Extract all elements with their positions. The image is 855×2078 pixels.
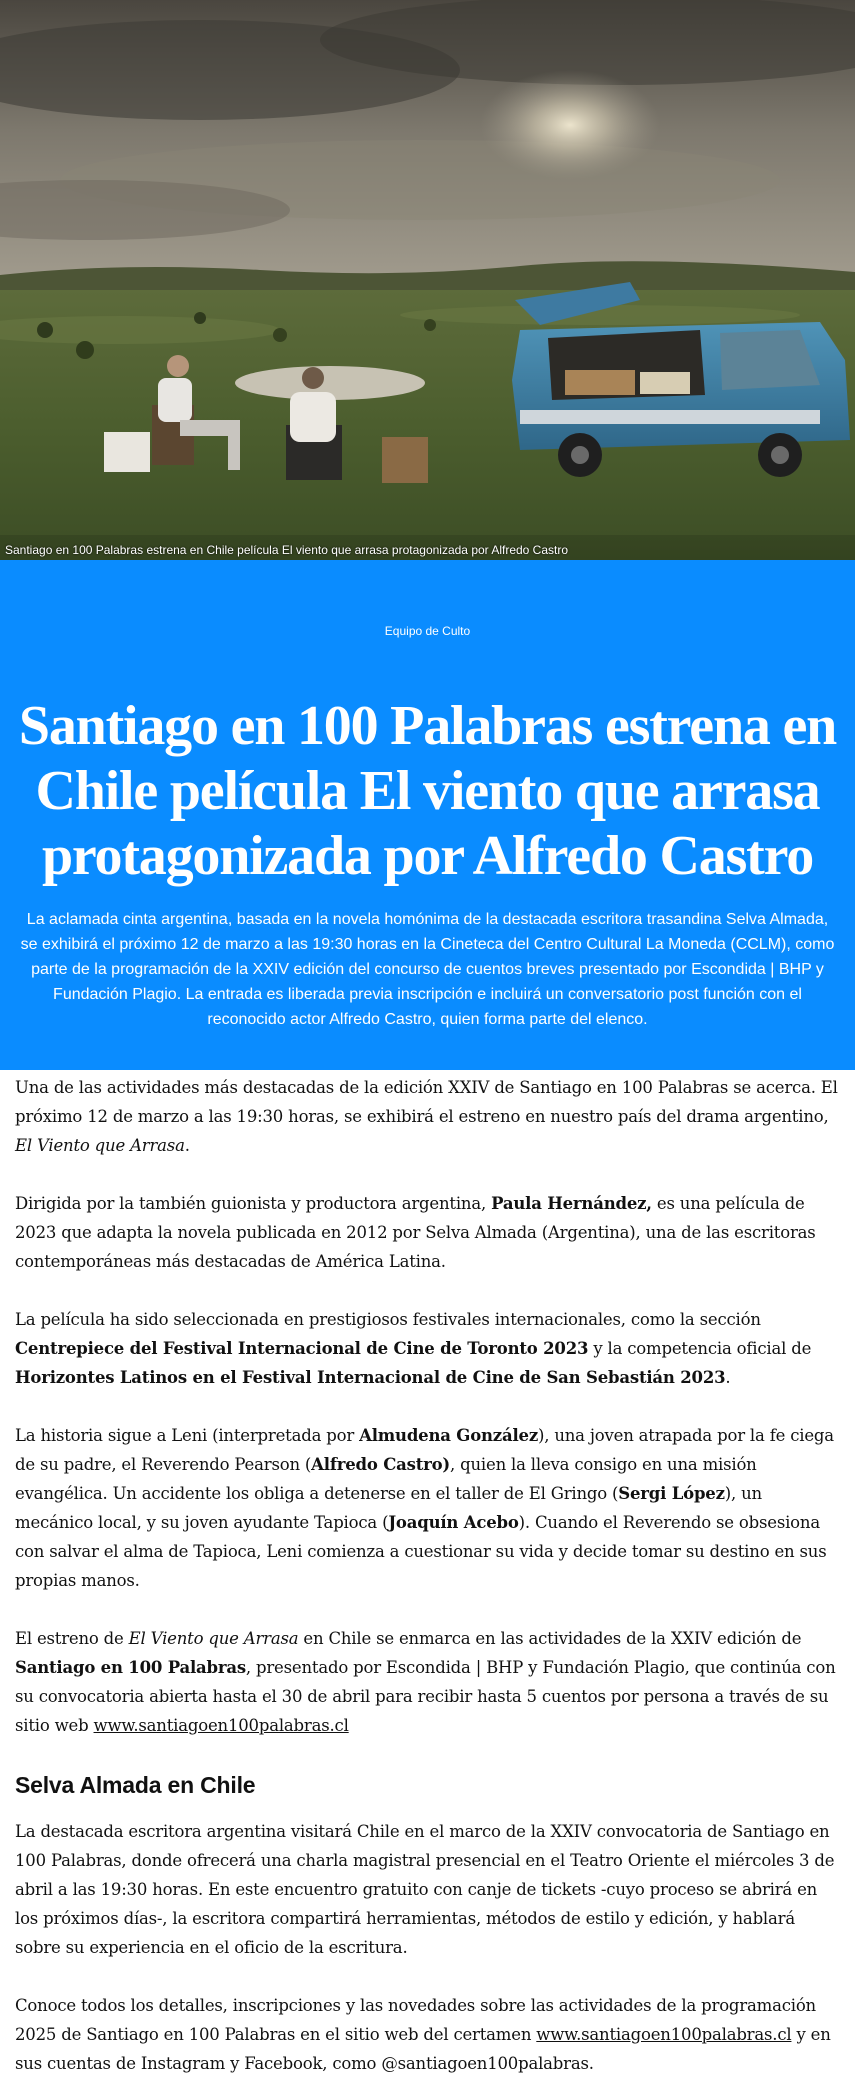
text: , quien la lleva consigo en una misión evangélica. Un accidente los obliga a detenerse en el taller de El Gringo ( <box>15 1455 757 1503</box>
text: ), una joven atrapada por la fe ciega de su padre, el Reverendo Pearson ( <box>15 1426 834 1474</box>
hero-photo <box>0 0 855 560</box>
hero-caption: Santiago en 100 Palabras estrena en Chile película El viento que arrasa protagonizada por Alfredo Castro <box>5 543 569 557</box>
section-heading: Selva Almada en Chile <box>15 1772 256 1798</box>
paragraph-festivals <box>15 1305 840 1392</box>
paragraph-intro <box>15 1073 840 1160</box>
article-header <box>0 560 855 1070</box>
article-subtitle: La aclamada cinta argentina, basada en la novela homónima de la destacada escritora trasandina Selva Almada, se exhibirá el próximo 12 de marzo a las 19:30 horas en la Cineteca del Centro Cultural La Moneda (CCLM), como parte de la programación de la XXIV edición del concurso de cuentos breves presentado por Escondida | BHP y Fundación Plagio. La entrada es liberada previa inscripción e incluirá un conversatorio post función con el reconocido actor Alfredo Castro, quien forma parte del elenco. <box>20 911 835 1028</box>
text: en Chile se enmarca en las actividades de la XXIV edición de <box>298 1629 802 1648</box>
hero-image <box>0 0 855 560</box>
text: Conoce todos los detalles, inscripciones y las novedades sobre las actividades de la programación 2025 de Santiago en 100 Palabras en el sitio web del certamen <box>15 1996 816 2044</box>
paragraph-director <box>15 1189 840 1276</box>
paragraph-selva-almada: La destacada escritora argentina visitará Chile en el marco de la XXIV convocatoria de Santiago en 100 Palabras, donde ofrecerá una charla magistral presencial en el Teatro Oriente el miércoles 3 de abril a las 19:30 horas. En este encuentro gratuito con canje de tickets -cuyo proceso se abrirá en los próximos días-, la escritora compartirá herramientas, métodos de estilo y edición, y hablará sobre su experiencia en el oficio de la escritura. <box>15 1822 835 1957</box>
text: y en sus cuentas de Instagram y Facebook, como @santiagoen100palabras. <box>15 2025 831 2073</box>
author-byline[interactable]: Equipo de Culto <box>384 624 471 638</box>
contest-name: Santiago en 100 Palabras <box>15 1658 246 1677</box>
festival-toronto: Centrepiece del Festival Internacional de Cine de Toronto 2023 <box>15 1339 589 1358</box>
actor-name: Almudena González <box>359 1426 538 1445</box>
text: . <box>725 1368 731 1387</box>
actor-name: Joaquín Acebo <box>388 1513 519 1532</box>
festival-san-sebastian: Horizontes Latinos en el Festival Internacional de Cine de San Sebastián 2023 <box>15 1368 726 1387</box>
actor-name: Alfredo Castro) <box>311 1455 451 1474</box>
article-title: Santiago en 100 Palabras estrena en Chile película El viento que arrasa protagonizada por Alfredo Castro <box>18 695 837 887</box>
paragraph-plot <box>15 1421 840 1595</box>
text: La película ha sido seleccionada en prestigiosos festivales internacionales, como la sección <box>15 1310 761 1329</box>
paragraph-details <box>15 1991 840 2078</box>
text: . <box>184 1136 190 1155</box>
paragraph-premiere <box>15 1624 840 1740</box>
text: , presentado por Escondida | BHP y Fundación Plagio, que continúa con su convocatoria abierta hasta el 30 de abril para recibir hasta 5 cuentos por persona a través de su sitio web <box>15 1658 836 1735</box>
article-body <box>0 1070 855 2078</box>
text: Una de las actividades más destacadas de la edición XXIV de Santiago en 100 Palabras se acerca. El próximo 12 de marzo a las 19:30 horas, se exhibirá el estreno en nuestro país del drama argentino, <box>15 1078 838 1126</box>
text: ), un mecánico local, y su joven ayudante Tapioca ( <box>15 1484 762 1532</box>
film-title: El Viento que Arrasa <box>128 1629 299 1648</box>
text: ). Cuando el Reverendo se obsesiona con salvar el alma de Tapioca, Leni comienza a cuestionar su vida y decide tomar su destino en sus propias manos. <box>15 1513 827 1590</box>
actor-name: Sergi López <box>618 1484 725 1503</box>
website-link[interactable]: www.santiagoen100palabras.cl <box>536 2025 792 2044</box>
director-name: Paula Hernández, <box>491 1194 652 1213</box>
film-title: El Viento que Arrasa <box>15 1136 185 1155</box>
website-link[interactable]: www.santiagoen100palabras.cl <box>93 1716 349 1735</box>
text: El estreno de <box>15 1629 129 1648</box>
text: La historia sigue a Leni (interpretada por <box>15 1426 360 1445</box>
text: y la competencia oficial de <box>588 1339 812 1358</box>
text: Dirigida por la también guionista y productora argentina, <box>15 1194 492 1213</box>
text: es una película de 2023 que adapta la novela publicada en 2012 por Selva Almada (Argentina), una de las escritoras contemporáneas más destacadas de América Latina. <box>15 1194 816 1271</box>
